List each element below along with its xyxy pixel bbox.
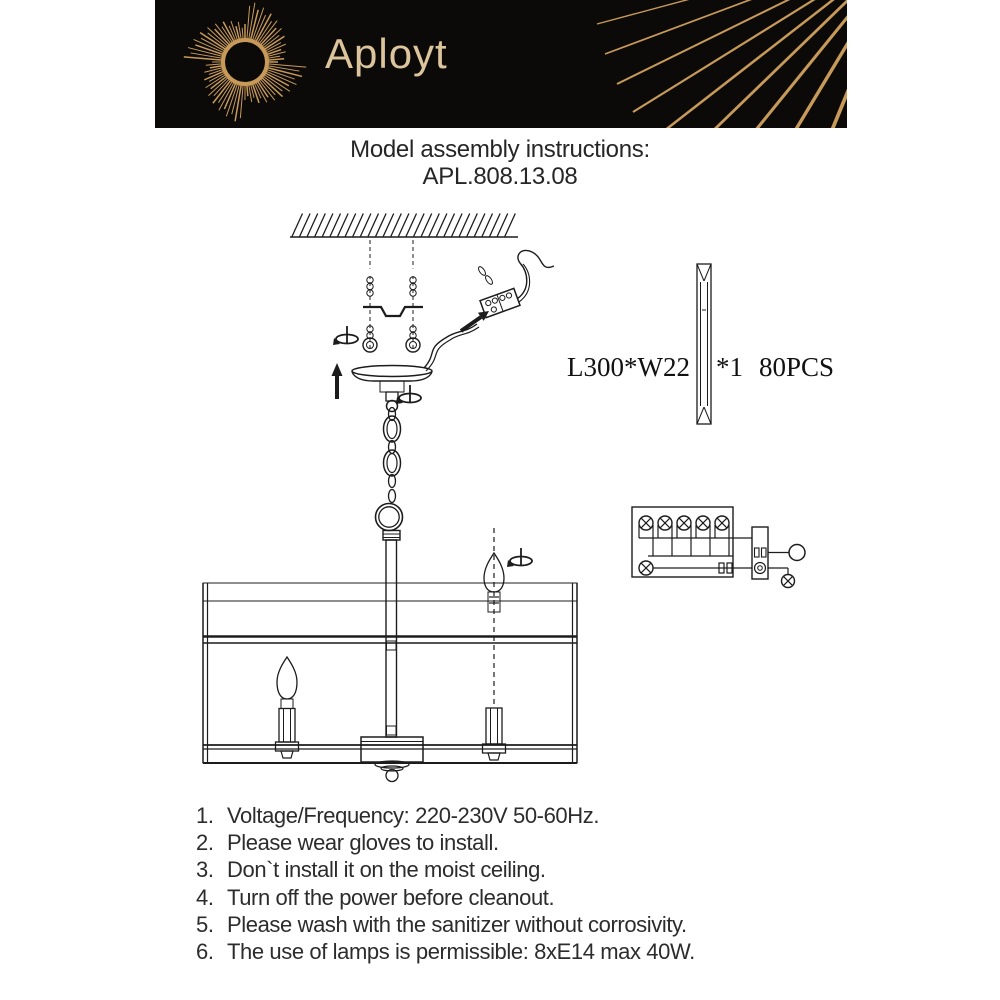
mounting-bracket [363, 307, 423, 316]
item-number: 5. [196, 911, 214, 937]
list-item [196, 911, 695, 938]
item-number: 6. [196, 939, 214, 965]
canopy [352, 366, 432, 412]
list-item [196, 802, 695, 829]
item-number: 3. [196, 857, 214, 883]
list-item [196, 856, 695, 883]
item-text: Don`t install it on the moist ceiling. [227, 857, 546, 883]
instructions-list [196, 802, 695, 965]
chain-ring [376, 504, 403, 531]
wire-ferrule [484, 275, 494, 286]
item-text: Please wash with the sanitizer without corrosivity. [227, 911, 687, 937]
ceiling-hatch [290, 214, 518, 238]
item-number: 4. [196, 884, 214, 910]
item-text: Turn off the power before cleanout. [227, 884, 555, 910]
candle-lamp-left [276, 657, 299, 758]
drum-shade [203, 583, 577, 763]
item-number: 1. [196, 803, 214, 828]
bottom-finial [361, 737, 423, 782]
item-number: 2. [196, 830, 214, 856]
dimension-label-size: L300*W22 [567, 352, 690, 382]
list-item [196, 884, 695, 911]
rotation-arrow-icon [333, 326, 358, 345]
anchor-screw-right [406, 240, 420, 352]
dimension-label-qty [716, 352, 916, 383]
rotation-arrow-icon [396, 385, 421, 404]
brand-name: Aployt [325, 30, 448, 77]
crystal-strip-diagram [697, 264, 711, 424]
wiring-diagram [632, 507, 805, 588]
pcs-value: 80PCS [759, 352, 835, 382]
item-text: Voltage/Frequency: 220-230V 50-60Hz. [227, 803, 600, 828]
list-item [196, 938, 695, 965]
page-title: Model assembly instructions: [350, 136, 650, 163]
candle-lamp-right [483, 528, 506, 760]
center-rod [386, 540, 397, 737]
wire-ferrule [477, 266, 487, 277]
qty-value: *1 [716, 352, 743, 382]
item-text: The use of lamps is permissible: 8xE14 max 40W. [227, 939, 695, 965]
chain [376, 408, 403, 541]
anchor-screw-left [363, 240, 377, 352]
item-text: Please wear gloves to install. [227, 830, 499, 856]
model-number: APL.808.13.08 [422, 163, 578, 190]
rotation-arrow-icon [507, 548, 532, 567]
list-item [196, 829, 695, 856]
up-arrow-icon [332, 363, 343, 399]
